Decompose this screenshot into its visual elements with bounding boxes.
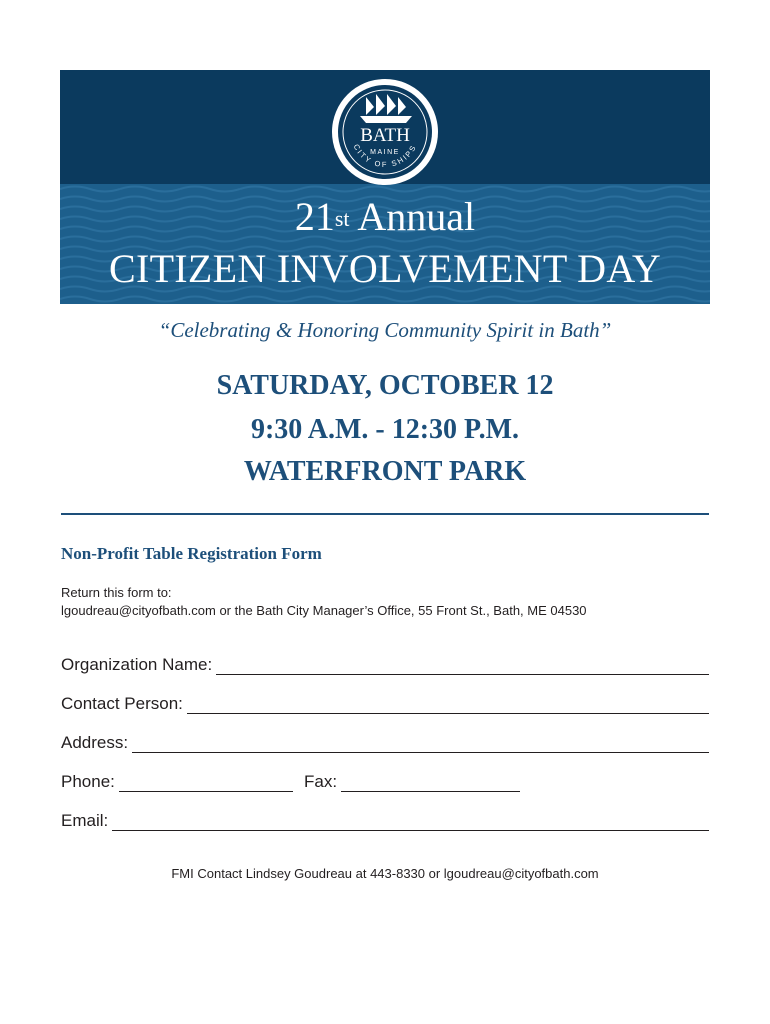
seal-city-text: BATH [360, 125, 410, 146]
contact-field [61, 694, 709, 714]
title-ordinal-suffix: st [334, 206, 350, 231]
header-banner [60, 70, 710, 304]
tagline: “Celebrating & Honoring Community Spirit in Bath” [158, 318, 612, 342]
email-label: Email: [61, 811, 109, 830]
section-divider [61, 513, 709, 515]
fax-label: Fax: [304, 772, 338, 791]
organization-input-line[interactable] [216, 656, 709, 675]
contact-label: Contact Person: [61, 694, 183, 713]
phone-label: Phone: [61, 772, 115, 791]
organization-label: Organization Name: [61, 655, 213, 674]
city-seal-logo [330, 77, 440, 187]
return-address: lgoudreau@cityofbath.com or the Bath City Manager’s Office, 55 Front St., Bath, ME 04530 [61, 603, 587, 618]
banner-title-line2: CITIZEN INVOLVEMENT DAY [108, 246, 662, 291]
event-time: 9:30 A.M. - 12:30 P.M. [250, 414, 520, 445]
address-input-line[interactable] [132, 734, 709, 753]
fax-field [304, 772, 520, 792]
banner-title-line1 [60, 194, 710, 240]
form-title: Non-Profit Table Registration Form [61, 544, 322, 563]
event-location: WATERFRONT PARK [243, 456, 527, 487]
event-date: SATURDAY, OCTOBER 12 [216, 370, 554, 401]
fmi-contact: FMI Contact Lindsey Goudreau at 443-8330 or lgoudreau@cityofbath.com [171, 866, 599, 881]
phone-field [61, 772, 293, 792]
email-input-line[interactable] [112, 812, 709, 831]
address-label: Address: [61, 733, 129, 752]
title-word: Annual [357, 194, 476, 239]
address-field [61, 733, 709, 753]
return-label: Return this form to: [61, 585, 172, 600]
seal-motto-text: CITY OF SHIPS [351, 142, 419, 170]
organization-field [61, 655, 709, 675]
contact-input-line[interactable] [187, 695, 709, 714]
fax-input-line[interactable] [341, 773, 520, 792]
title-ordinal: 21 [294, 194, 335, 239]
phone-input-line[interactable] [119, 773, 293, 792]
email-field [61, 811, 709, 831]
seal-state-text: MAINE [370, 149, 400, 156]
